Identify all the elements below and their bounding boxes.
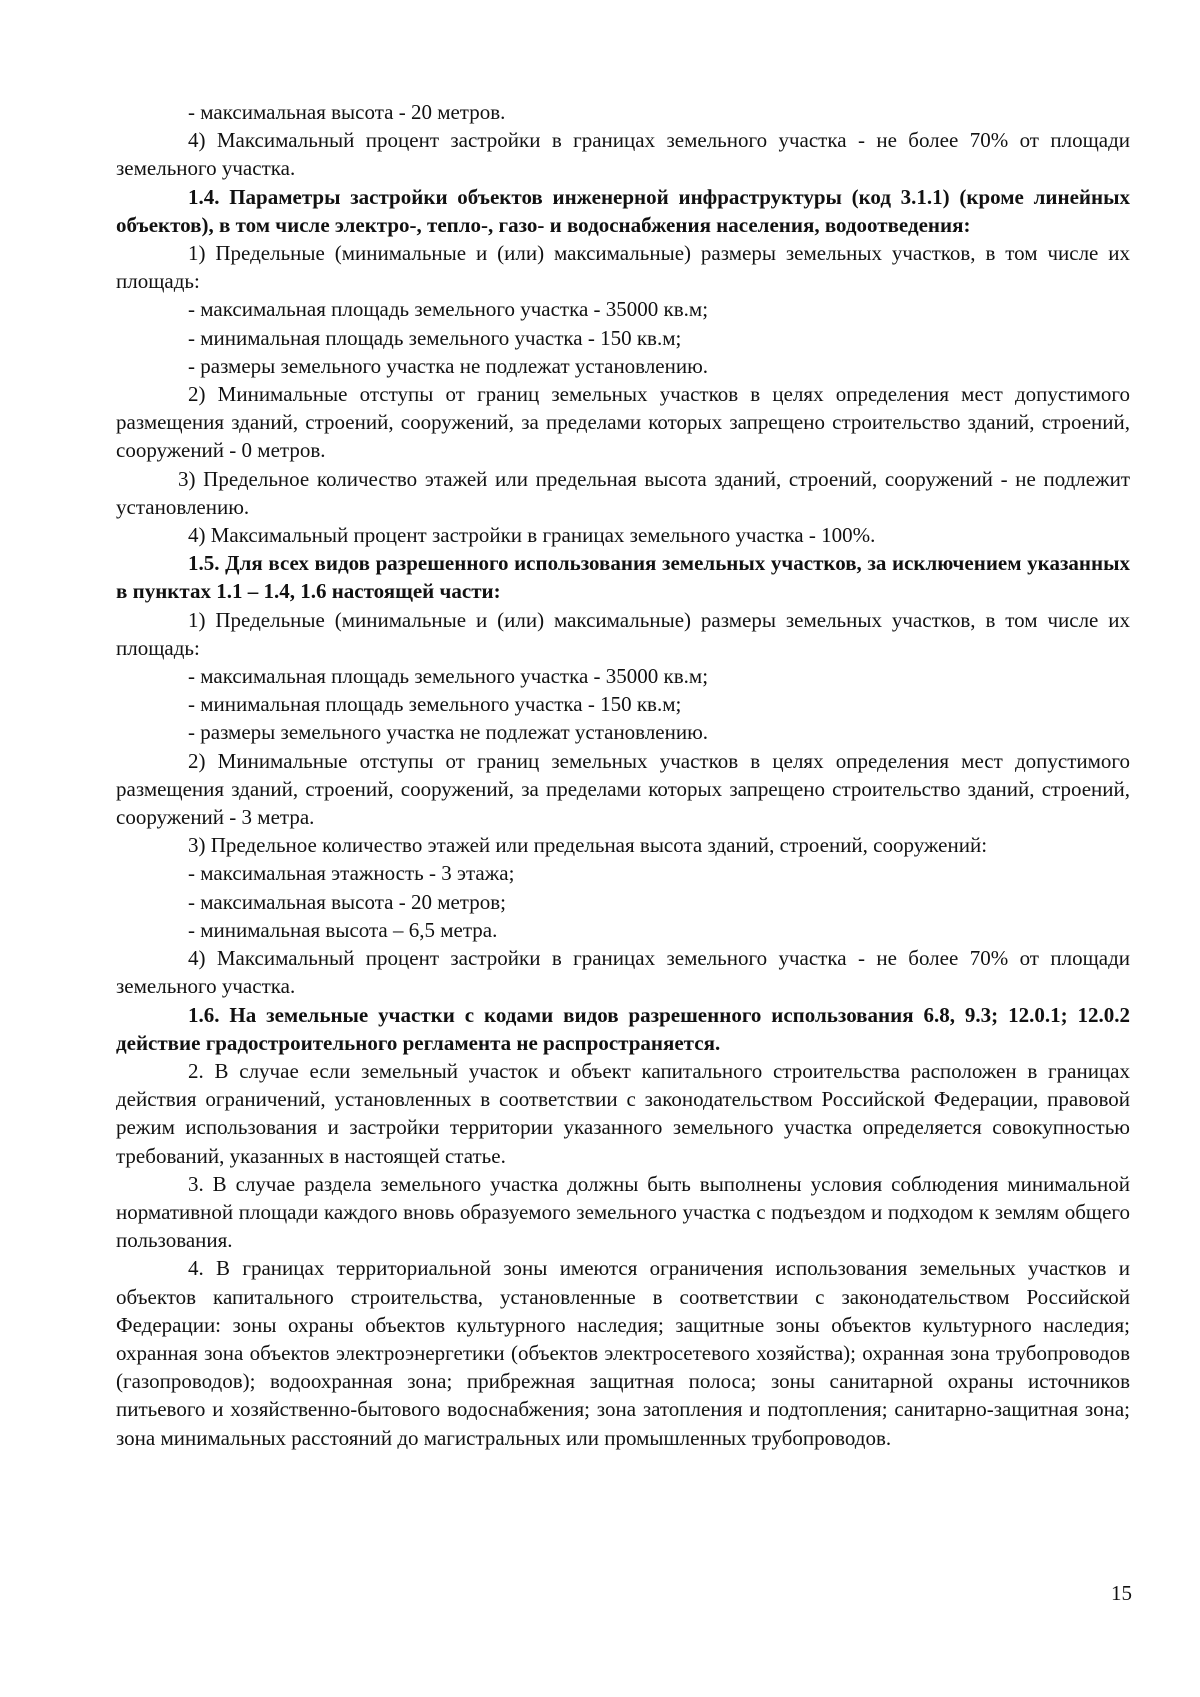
list-item: - минимальная высота – 6,5 метра. — [188, 917, 498, 942]
list-item: - размеры земельного участка не подлежат установлению. — [188, 353, 709, 378]
paragraph: 4) Максимальный процент застройки в границах земельного участка - 100%. — [188, 523, 876, 548]
paragraph: 4. В границах территориальной зоны имеются ограничения использования земельных участков и объектов капитального строительства, установленные в соответствии с законодательством Российской Федерации: зоны охраны объектов культурного наследия; защитные зоны объектов культурного наследия; охранная зона объектов электроэнергетики (объектов электросетевого хозяйства); охранная зона трубопроводов (газопроводов); водоохранная зона; прибрежная защитная полоса; зоны санитарной охраны источников питьевого и хозяйственно-бытового водоснабжения; зона затопления и подтопления; санитарно-защитная зона; зона минимальных расстояний до магистральных или промышленных трубопроводов. — [116, 1256, 1130, 1450]
paragraph: 1) Предельные (минимальные и (или) максимальные) размеры земельных участков, в том числе их площадь: — [116, 607, 1130, 660]
paragraph: 1) Предельные (минимальные и (или) максимальные) размеры земельных участков, в том числе их площадь: — [116, 241, 1130, 294]
list-item: - размеры земельного участка не подлежат установлению. — [188, 720, 709, 745]
list-item: - максимальная этажность - 3 этажа; — [188, 861, 515, 886]
list-item: - максимальная площадь земельного участка - 35000 кв.м; — [188, 297, 709, 322]
paragraph: 3. В случае раздела земельного участка должны быть выполнены условия соблюдения минимальной нормативной площади каждого вновь образуемого земельного участка с подъездом и подходом к землям общего пользования. — [116, 1171, 1130, 1253]
paragraph: 3) Предельное количество этажей или предельная высота зданий, строений, сооружений: — [188, 833, 988, 858]
paragraph: 2) Минимальные отступы от границ земельных участков в целях определения мест допустимого размещения зданий, строений, сооружений, за пределами которых запрещено строительство зданий, строений, сооружений - 0 метров. — [116, 382, 1130, 463]
page-number: 15 — [1111, 1581, 1132, 1605]
paragraph: 4) Максимальный процент застройки в границах земельного участка - не более 70% от площади земельного участка. — [116, 128, 1130, 181]
section-heading: 1.5. Для всех видов разрешенного использования земельных участков, за исключением указанных в пунктах 1.1 – 1.4, 1.6 настоящей части: — [116, 551, 1130, 604]
list-item: - максимальная высота - 20 метров. — [188, 100, 506, 124]
paragraph: 2. В случае если земельный участок и объект капитального строительства расположен в границах действия ограничений, установленных в соответствии с законодательством Российской Федерации, правовой режим использования и застройки территории указанного земельного участка определяется совокупностью требований, указанных в настоящей статье. — [116, 1058, 1130, 1168]
paragraph: 2) Минимальные отступы от границ земельных участков в целях определения мест допустимого размещения зданий, строений, сооружений, за пределами которых запрещено строительство зданий, строений, сооружений - 3 метра. — [116, 748, 1130, 830]
list-item: - максимальная высота - 20 метров; — [188, 889, 506, 914]
paragraph: 4) Максимальный процент застройки в границах земельного участка - не более 70% от площади земельного участка. — [116, 946, 1130, 999]
paragraph: 3) Предельное количество этажей или предельная высота зданий, строений, сооружений - не подлежит установлению. — [116, 466, 1130, 519]
section-heading: 1.6. На земельные участки с кодами видов разрешенного использования 6.8, 9.3; 12.0.1; 12.0.2 действие градостроительного регламента не распространяется. — [116, 1002, 1130, 1055]
section-heading: 1.4. Параметры застройки объектов инженерной инфраструктуры (код 3.1.1) (кроме линейных объектов), в том числе электро-, тепло-, газо- и водоснабжения населения, водоотведения: — [116, 184, 1130, 237]
list-item: - минимальная площадь земельного участка - 150 кв.м; — [188, 325, 682, 350]
list-item: - минимальная площадь земельного участка - 150 кв.м; — [188, 692, 682, 717]
list-item: - максимальная площадь земельного участка - 35000 кв.м; — [188, 664, 709, 689]
document-body — [116, 98, 1130, 1452]
